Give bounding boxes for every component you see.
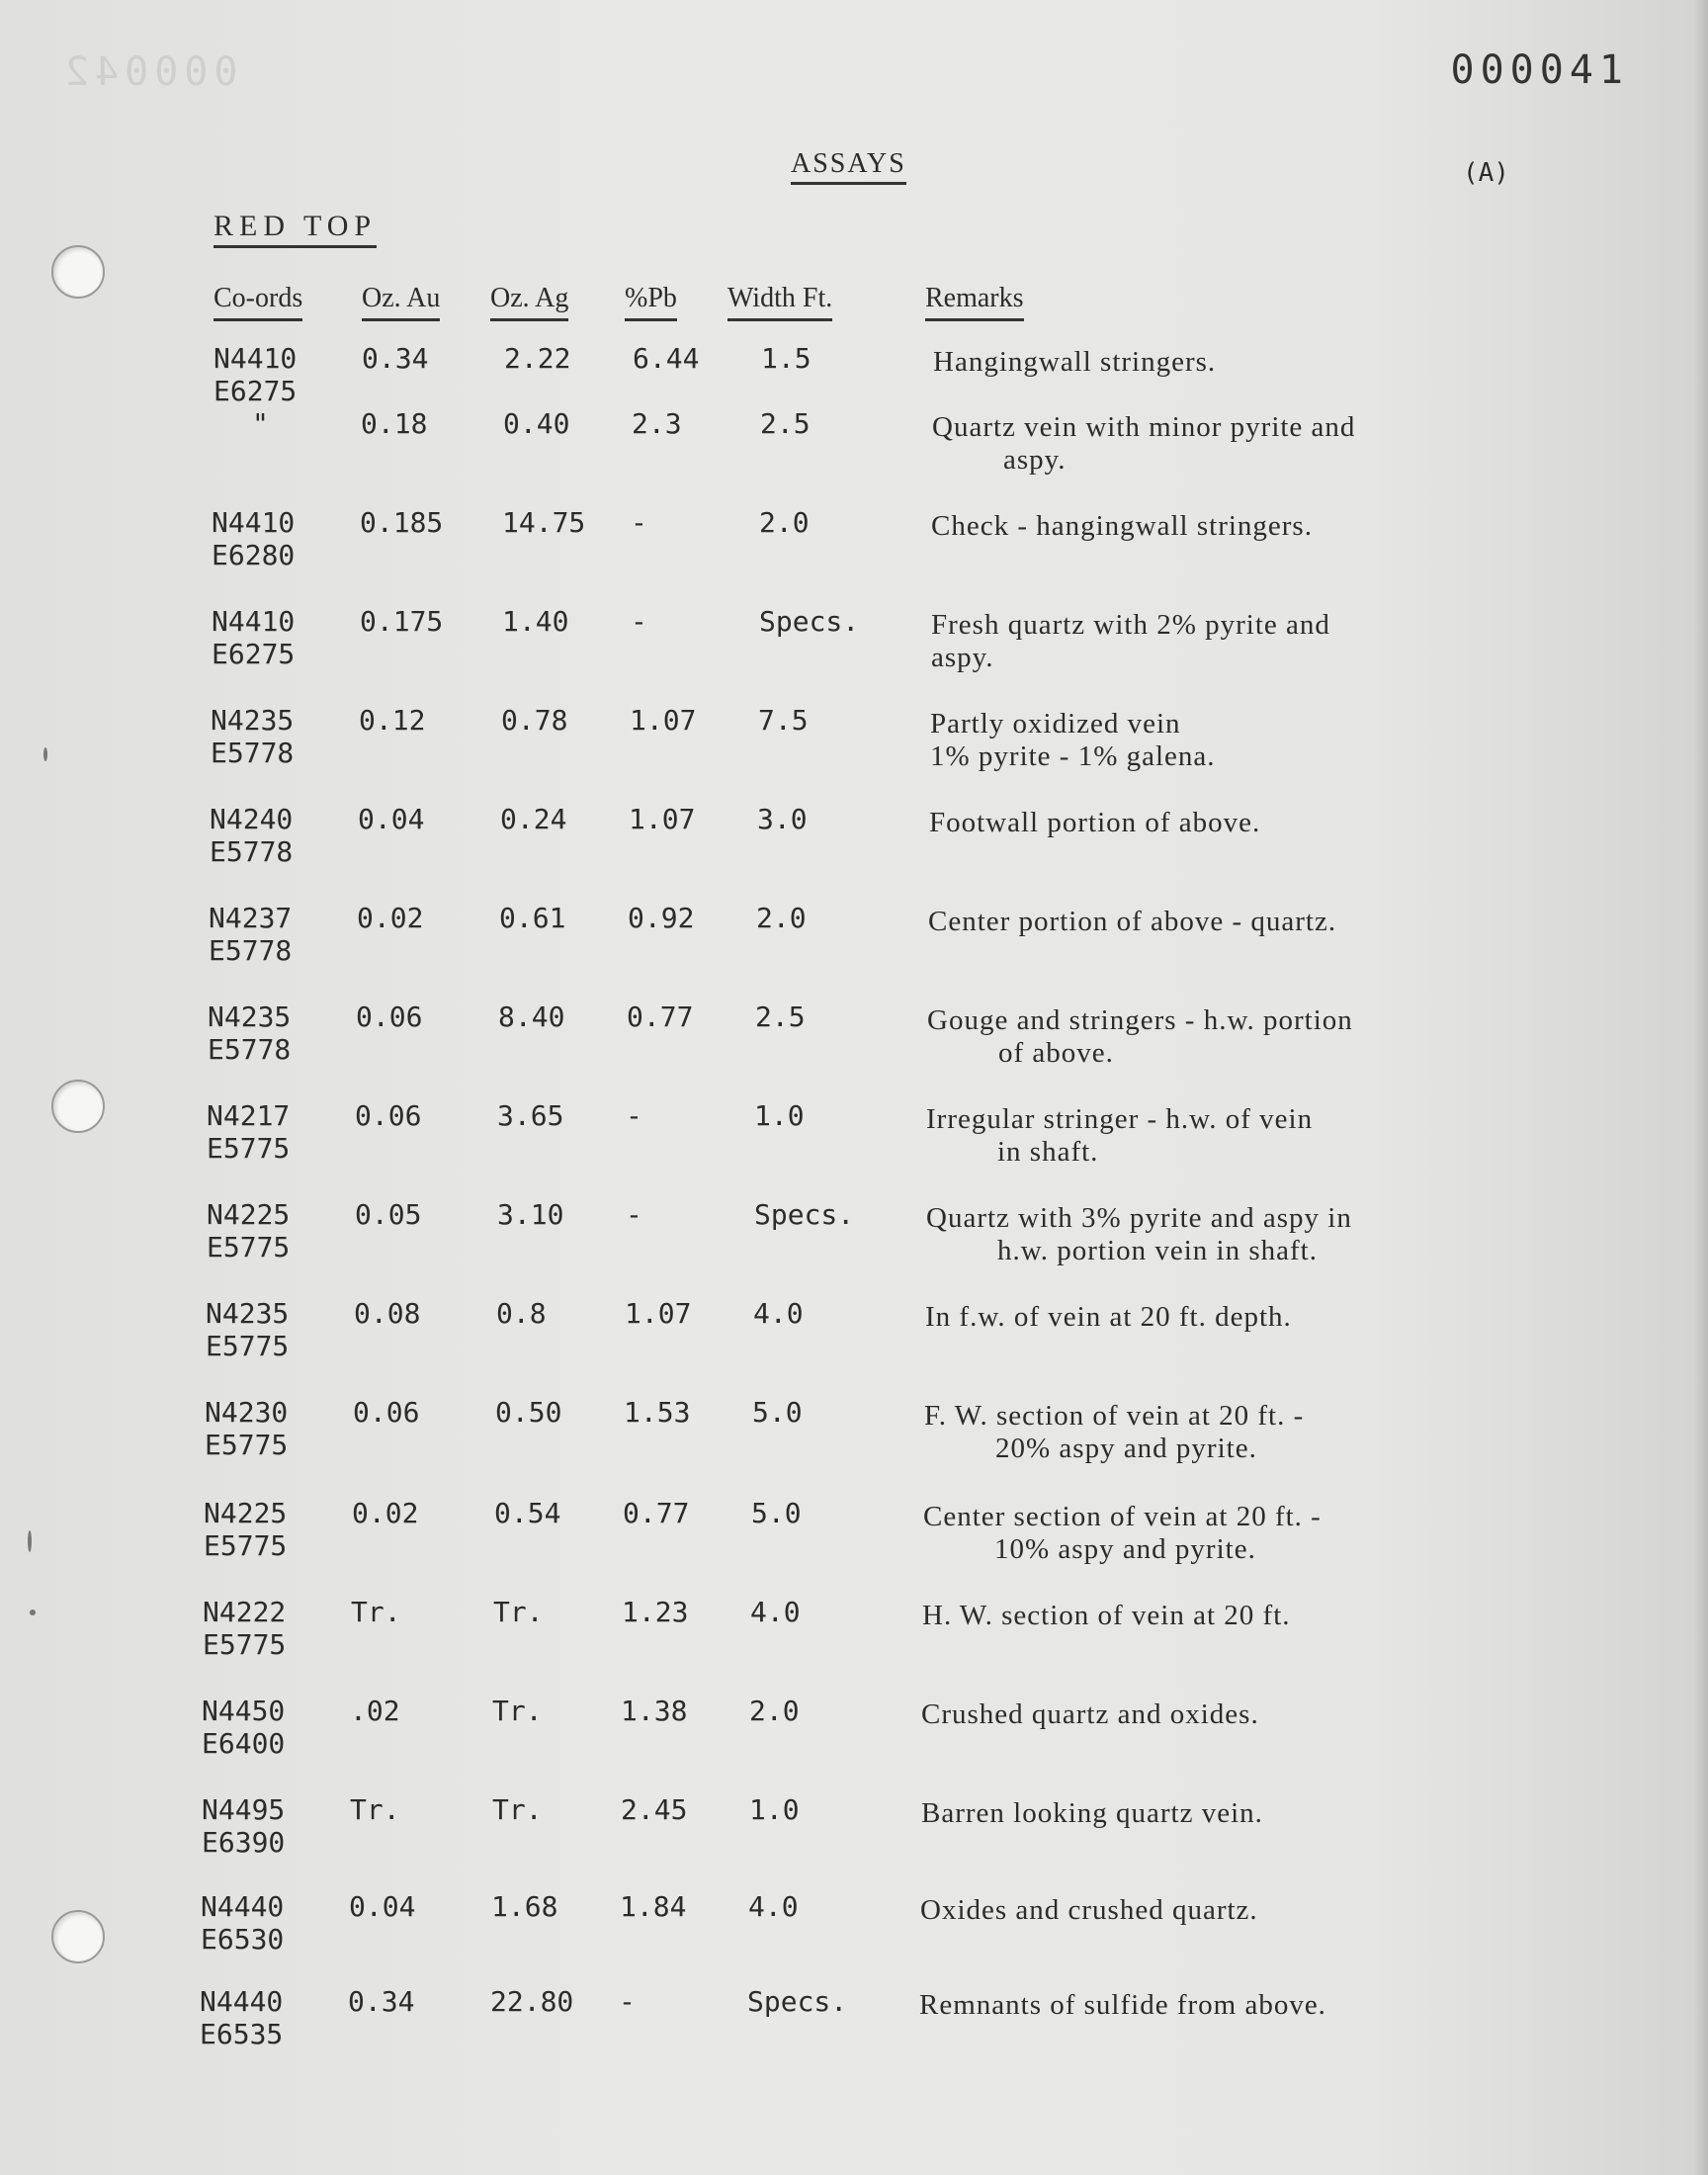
pb-cell: - bbox=[626, 1198, 642, 1231]
coords-cell: N4217 E5775 bbox=[207, 1099, 291, 1165]
table-row bbox=[0, 1985, 1708, 2074]
table-row bbox=[0, 1297, 1708, 1386]
coords-cell: N4225 E5775 bbox=[207, 1198, 291, 1263]
column-header-ag: Oz. Ag bbox=[490, 283, 568, 321]
remark-line-2: 1% pyrite - 1% galena. bbox=[930, 740, 1216, 772]
table-row bbox=[0, 1000, 1708, 1089]
ag-cell: 1.40 bbox=[502, 605, 569, 638]
width-cell: 4.0 bbox=[753, 1297, 804, 1330]
au-cell: 0.18 bbox=[361, 407, 428, 440]
width-cell: 2.0 bbox=[749, 1695, 800, 1727]
scan-speck bbox=[28, 1530, 32, 1552]
remark-line-1: Crushed quartz and oxides. bbox=[921, 1698, 1259, 1730]
remark-line-2: aspy. bbox=[931, 642, 994, 673]
table-row bbox=[0, 506, 1708, 595]
remarks-cell bbox=[921, 1698, 1259, 1731]
pb-cell: - bbox=[631, 605, 647, 638]
remarks-cell bbox=[926, 1103, 1313, 1169]
remark-line-1: Center section of vein at 20 ft. - bbox=[923, 1501, 1322, 1532]
remarks-cell bbox=[919, 1989, 1326, 2022]
width-cell: Specs. bbox=[759, 605, 860, 638]
remark-line-1: Gouge and stringers - h.w. portion bbox=[927, 1004, 1353, 1036]
pb-cell: 2.45 bbox=[621, 1793, 688, 1826]
ag-cell: 0.40 bbox=[503, 407, 570, 440]
column-header-width: Width Ft. bbox=[727, 283, 832, 321]
width-cell: 2.0 bbox=[759, 506, 810, 539]
width-cell: Specs. bbox=[747, 1985, 848, 2018]
remark-line-1: Check - hangingwall stringers. bbox=[931, 510, 1313, 542]
pb-cell: 2.3 bbox=[632, 407, 682, 440]
au-cell: 0.04 bbox=[358, 803, 425, 835]
pb-cell: - bbox=[631, 506, 647, 539]
pb-cell: 1.53 bbox=[624, 1396, 691, 1429]
coords-cell: N4225 E5775 bbox=[204, 1497, 288, 1562]
table-row bbox=[0, 1793, 1708, 1882]
remarks-cell bbox=[933, 346, 1216, 379]
remark-line-1: Irregular stringer - h.w. of vein bbox=[926, 1103, 1314, 1135]
remark-line-2: h.w. portion vein in shaft. bbox=[997, 1235, 1318, 1266]
pb-cell: 6.44 bbox=[633, 342, 700, 375]
table-row bbox=[0, 1198, 1708, 1287]
ag-cell: 0.24 bbox=[500, 803, 567, 835]
remarks-cell bbox=[921, 1797, 1263, 1830]
page-number-bleedthrough: 000042 bbox=[59, 49, 238, 95]
width-cell: 3.0 bbox=[757, 803, 808, 835]
remark-line-1: Hangingwall stringers. bbox=[933, 346, 1217, 378]
width-cell: 5.0 bbox=[752, 1396, 803, 1429]
remark-line-1: Remnants of sulfide from above. bbox=[919, 1989, 1326, 2021]
column-header-au: Oz. Au bbox=[362, 283, 440, 321]
remark-line-1: Center portion of above - quartz. bbox=[928, 906, 1337, 937]
remark-line-1: Partly oxidized vein bbox=[930, 708, 1181, 740]
page-title: ASSAYS bbox=[791, 148, 906, 185]
au-cell: 0.34 bbox=[362, 342, 429, 375]
column-header-remarks: Remarks bbox=[925, 283, 1024, 321]
ag-cell: 1.68 bbox=[491, 1890, 558, 1923]
table-row bbox=[0, 1497, 1708, 1586]
pb-cell: 0.77 bbox=[623, 1497, 690, 1529]
remark-line-1: Quartz with 3% pyrite and aspy in bbox=[926, 1202, 1352, 1234]
coords-cell: N4235 E5775 bbox=[206, 1297, 290, 1362]
ag-cell: Tr. bbox=[492, 1695, 543, 1727]
pb-cell: 1.07 bbox=[629, 803, 696, 835]
coords-cell: N4410 E6275 bbox=[212, 605, 296, 670]
ag-cell: 0.78 bbox=[501, 704, 568, 737]
remarks-cell bbox=[922, 1600, 1291, 1632]
au-cell: 0.05 bbox=[355, 1198, 422, 1231]
width-cell: Specs. bbox=[754, 1198, 855, 1231]
pb-cell: 1.38 bbox=[621, 1695, 688, 1727]
remark-line-1: F. W. section of vein at 20 ft. - bbox=[924, 1400, 1305, 1432]
coords-cell: N4240 E5778 bbox=[210, 803, 294, 868]
ag-cell: Tr. bbox=[493, 1596, 544, 1628]
remark-line-1: Quartz vein with minor pyrite and bbox=[932, 411, 1356, 443]
remark-line-1: Footwall portion of above. bbox=[929, 807, 1261, 838]
au-cell: 0.185 bbox=[360, 506, 444, 539]
au-cell: 0.34 bbox=[348, 1985, 415, 2018]
table-row bbox=[0, 605, 1708, 694]
au-cell: 0.06 bbox=[356, 1000, 423, 1033]
remark-line-1: Fresh quartz with 2% pyrite and bbox=[931, 609, 1330, 641]
pb-cell: - bbox=[626, 1099, 642, 1132]
ag-cell: 2.22 bbox=[504, 342, 571, 375]
pb-cell: 1.23 bbox=[622, 1596, 689, 1628]
remarks-cell bbox=[926, 1202, 1352, 1267]
remarks-cell bbox=[928, 906, 1336, 938]
coords-cell: N4235 E5778 bbox=[208, 1000, 292, 1066]
width-cell: 2.5 bbox=[760, 407, 811, 440]
coords-cell: N4222 E5775 bbox=[203, 1596, 287, 1661]
ag-cell: 0.61 bbox=[499, 902, 566, 934]
coords-cell: N4440 E6530 bbox=[201, 1890, 285, 1956]
remark-line-1: Barren looking quartz vein. bbox=[921, 1797, 1263, 1829]
ag-cell: 3.10 bbox=[497, 1198, 564, 1231]
ag-cell: Tr. bbox=[492, 1793, 543, 1826]
table-row bbox=[0, 407, 1708, 496]
pb-cell: 1.07 bbox=[630, 704, 697, 737]
remarks-cell bbox=[925, 1301, 1292, 1334]
table-row bbox=[0, 1890, 1708, 1979]
remarks-cell bbox=[927, 1004, 1353, 1070]
coords-cell: N4410 E6275 bbox=[214, 342, 298, 407]
pb-cell: 1.07 bbox=[625, 1297, 692, 1330]
au-cell: 0.04 bbox=[349, 1890, 416, 1923]
table-row bbox=[0, 1396, 1708, 1485]
remark-line-2: aspy. bbox=[1003, 444, 1067, 476]
width-cell: 1.0 bbox=[749, 1793, 800, 1826]
coords-cell: N4235 E5778 bbox=[211, 704, 295, 769]
width-cell: 1.0 bbox=[754, 1099, 805, 1132]
coords-cell: N4440 E6535 bbox=[200, 1985, 284, 2050]
width-cell: 4.0 bbox=[750, 1596, 801, 1628]
binder-hole-top bbox=[51, 245, 105, 299]
au-cell: Tr. bbox=[350, 1793, 400, 1826]
au-cell: 0.12 bbox=[359, 704, 426, 737]
page-number: 000041 bbox=[1450, 47, 1629, 93]
table-row bbox=[0, 1596, 1708, 1685]
scan-speck bbox=[43, 747, 47, 761]
remark-line-2: in shaft. bbox=[997, 1136, 1099, 1168]
au-cell: 0.08 bbox=[354, 1297, 421, 1330]
table-row bbox=[0, 902, 1708, 991]
coords-cell: N4410 E6280 bbox=[212, 506, 296, 571]
remark-line-2: of above. bbox=[998, 1037, 1114, 1069]
remarks-cell bbox=[931, 510, 1313, 543]
remarks-cell bbox=[929, 807, 1260, 839]
ag-cell: 3.65 bbox=[497, 1099, 564, 1132]
pb-cell: 0.92 bbox=[628, 902, 695, 934]
width-cell: 1.5 bbox=[761, 342, 811, 375]
remark-line-2: 10% aspy and pyrite. bbox=[994, 1533, 1256, 1565]
remarks-cell bbox=[932, 411, 1355, 477]
width-cell: 4.0 bbox=[748, 1890, 799, 1923]
pb-cell: 1.84 bbox=[620, 1890, 687, 1923]
table-row bbox=[0, 1099, 1708, 1188]
scan-speck bbox=[30, 1610, 36, 1615]
au-cell: Tr. bbox=[351, 1596, 401, 1628]
ag-cell: 22.80 bbox=[490, 1985, 574, 2018]
table-row bbox=[0, 704, 1708, 793]
width-cell: 5.0 bbox=[751, 1497, 802, 1529]
au-cell: .02 bbox=[350, 1695, 400, 1727]
table-row bbox=[0, 803, 1708, 892]
au-cell: 0.175 bbox=[360, 605, 444, 638]
coords-cell: " bbox=[252, 407, 269, 440]
column-header-coords: Co-ords bbox=[214, 283, 302, 321]
remark-line-2: 20% aspy and pyrite. bbox=[995, 1433, 1257, 1464]
width-cell: 2.0 bbox=[756, 902, 807, 934]
coords-cell: N4450 E6400 bbox=[202, 1695, 286, 1760]
column-header-pb: %Pb bbox=[625, 283, 677, 321]
remark-line-1: H. W. section of vein at 20 ft. bbox=[922, 1600, 1291, 1631]
remarks-cell bbox=[930, 708, 1216, 773]
remark-line-1: Oxides and crushed quartz. bbox=[920, 1894, 1258, 1926]
page-tag: (A) bbox=[1463, 158, 1509, 188]
au-cell: 0.06 bbox=[355, 1099, 422, 1132]
ag-cell: 8.40 bbox=[498, 1000, 565, 1033]
au-cell: 0.02 bbox=[352, 1497, 419, 1529]
coords-cell: N4230 E5775 bbox=[205, 1396, 289, 1461]
pb-cell: 0.77 bbox=[627, 1000, 694, 1033]
ag-cell: 14.75 bbox=[502, 506, 586, 539]
section-title: RED TOP bbox=[214, 210, 377, 248]
au-cell: 0.06 bbox=[353, 1396, 420, 1429]
remarks-cell bbox=[920, 1894, 1258, 1927]
remarks-cell bbox=[923, 1501, 1322, 1566]
width-cell: 2.5 bbox=[755, 1000, 806, 1033]
ag-cell: 0.50 bbox=[495, 1396, 562, 1429]
pb-cell: - bbox=[619, 1985, 636, 2018]
coords-cell: N4495 E6390 bbox=[202, 1793, 286, 1859]
table-row bbox=[0, 1695, 1708, 1784]
remarks-cell bbox=[924, 1400, 1304, 1465]
remark-line-1: In f.w. of vein at 20 ft. depth. bbox=[925, 1301, 1292, 1333]
coords-cell: N4237 E5778 bbox=[209, 902, 293, 967]
remarks-cell bbox=[931, 609, 1330, 674]
ag-cell: 0.8 bbox=[496, 1297, 547, 1330]
au-cell: 0.02 bbox=[357, 902, 424, 934]
width-cell: 7.5 bbox=[758, 704, 809, 737]
ag-cell: 0.54 bbox=[494, 1497, 561, 1529]
